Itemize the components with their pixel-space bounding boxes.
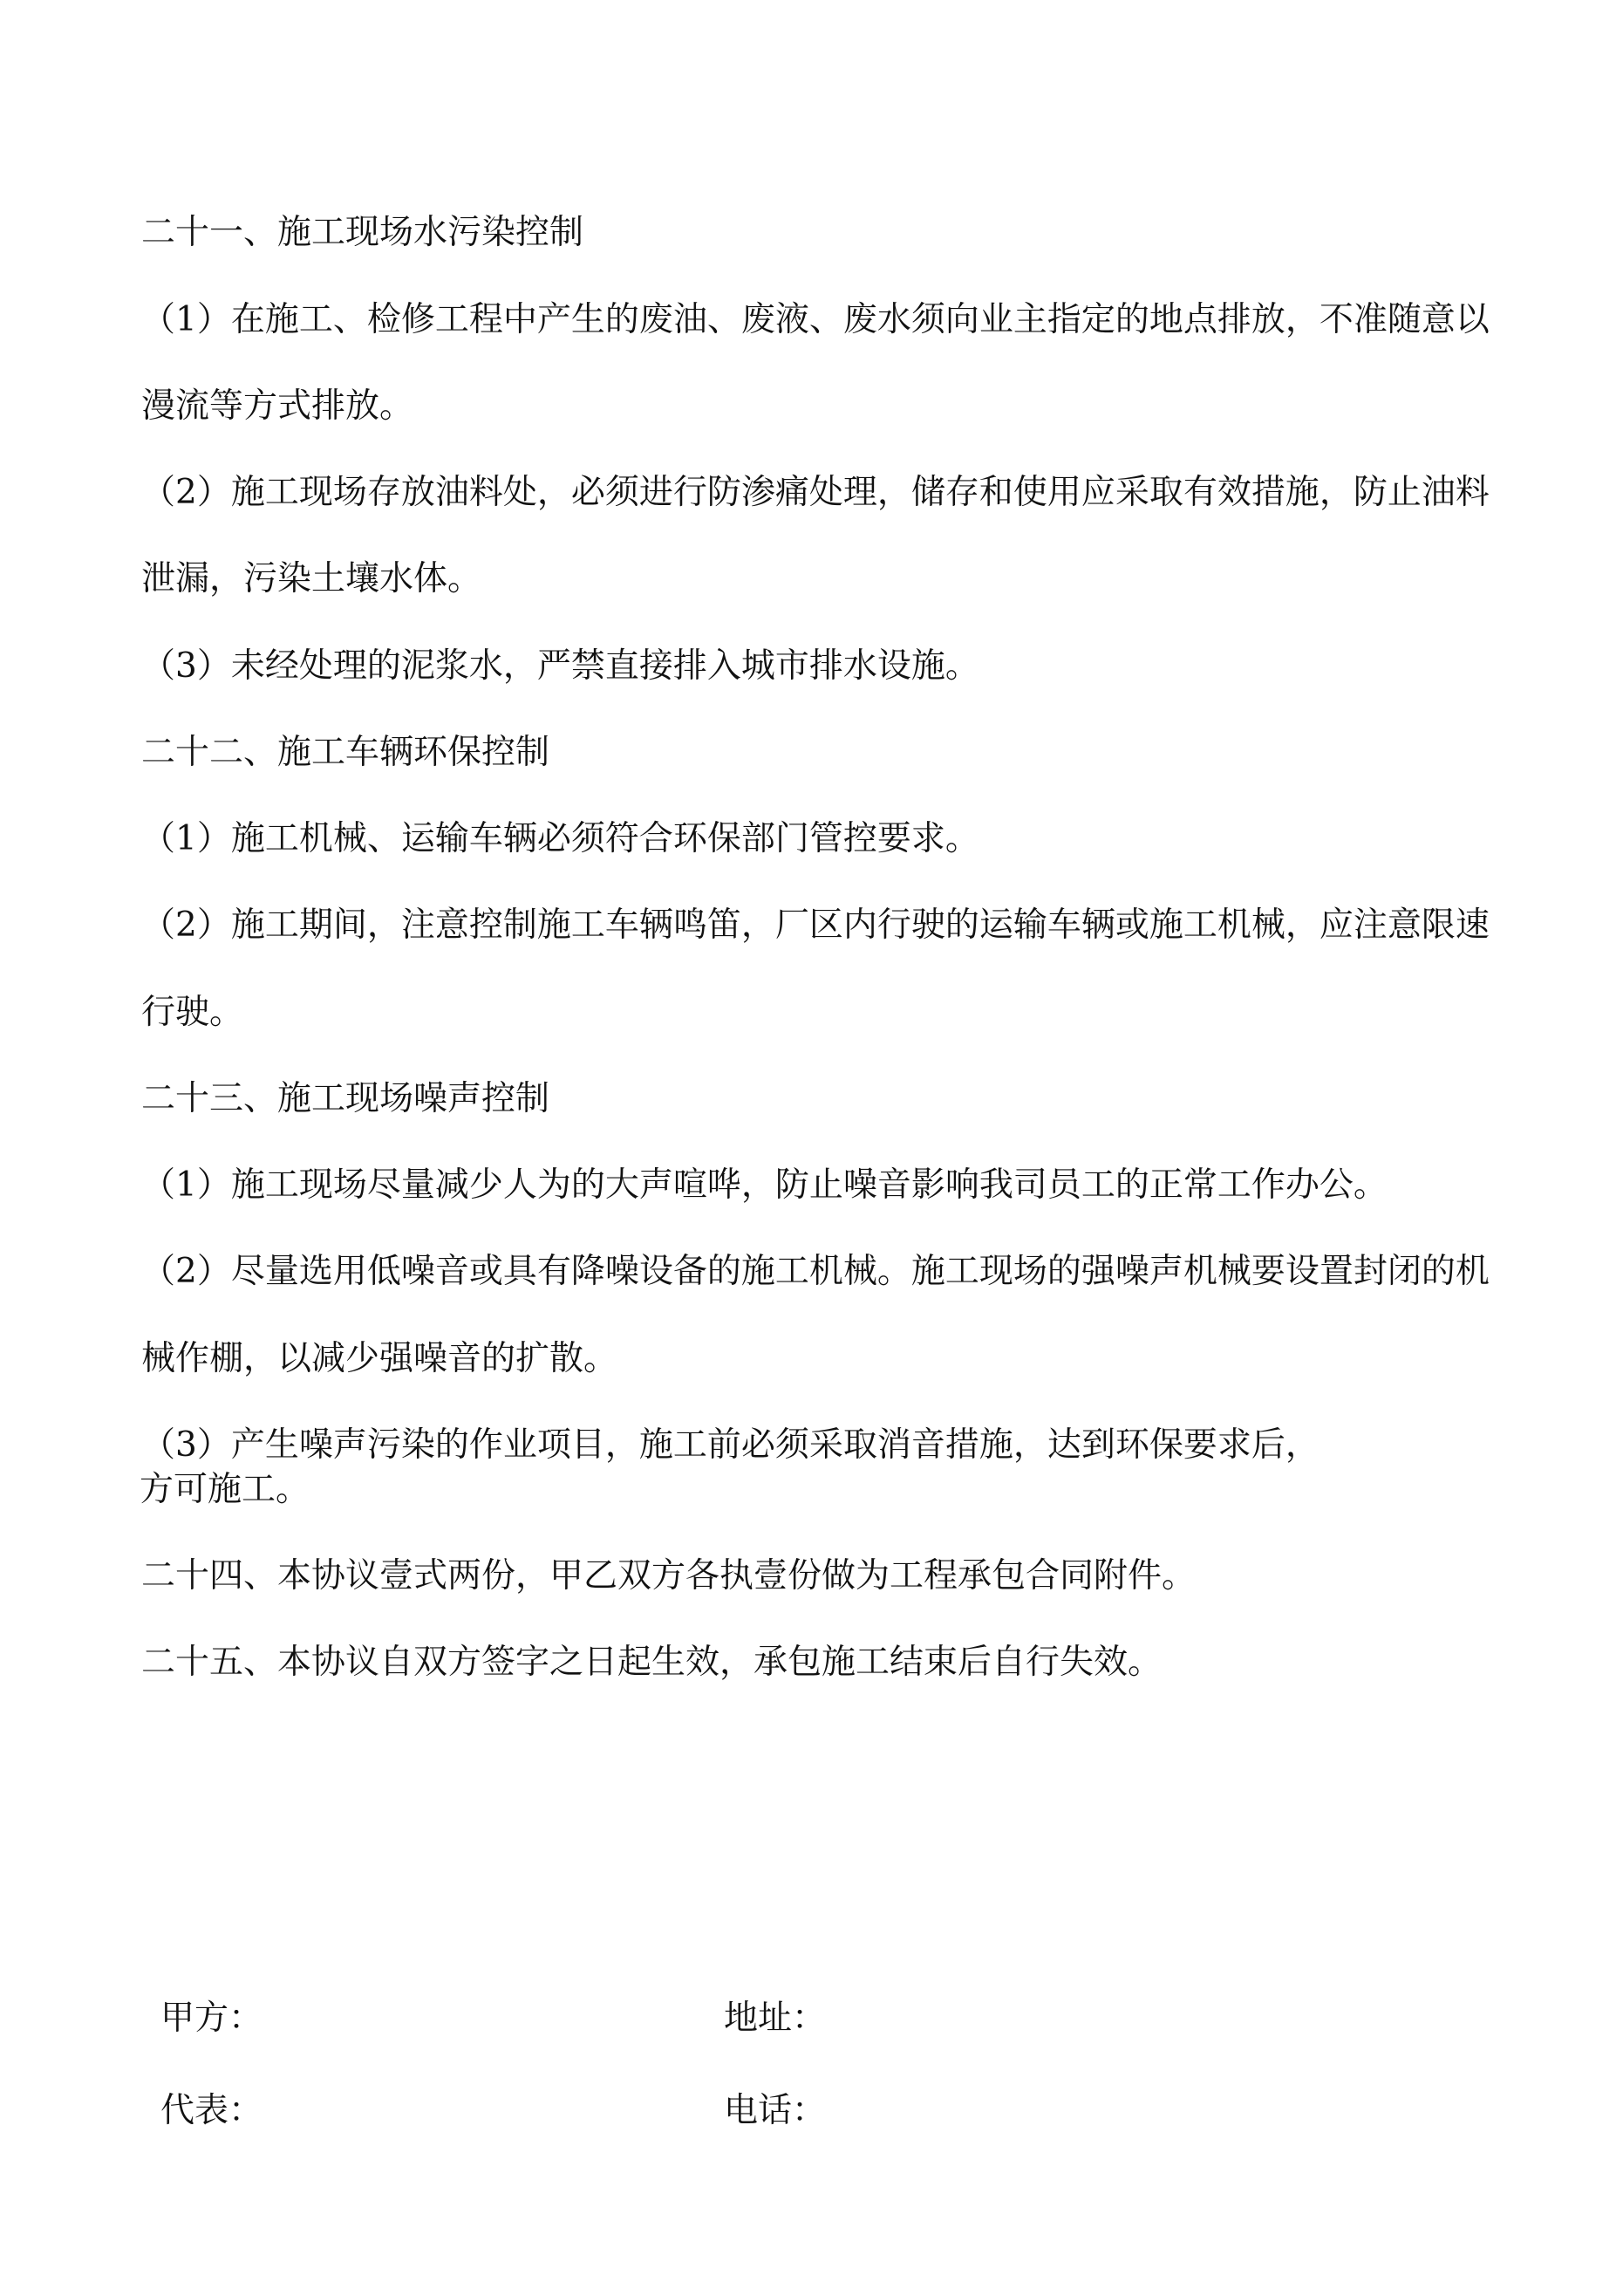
section-23-item-3-line-1: （3）产生噪声污染的作业项目，施工前必须采取消音措施，达到环保要求后，	[141, 1425, 1320, 1465]
section-23-item-2-line-2: 械作棚，以减少强噪音的扩散。	[141, 1339, 618, 1378]
section-23-item-2-line-1: （2）尽量选用低噪音或具有降噪设备的施工机械。施工现场的强噪声机械要设置封闭的机	[141, 1252, 1490, 1291]
section-23-heading: 二十三、施工现场噪声控制	[141, 1079, 550, 1118]
section-21-heading: 二十一、施工现场水污染控制	[141, 213, 584, 252]
section-22-item-1: （1）施工机械、运输车辆必须符合环保部门管控要求。	[141, 819, 979, 858]
section-22-heading: 二十二、施工车辆环保控制	[141, 733, 550, 772]
address-label: 地址：	[724, 1999, 827, 2038]
section-25: 二十五、本协议自双方签字之日起生效，承包施工结束后自行失效。	[141, 1643, 1163, 1682]
section-21-item-2-line-2: 泄漏，污染土壤水体。	[141, 559, 482, 598]
section-21-item-2-line-1: （2）施工现场存放油料处，必须进行防渗痛处理，储存和使用应采取有效措施，防止油料	[141, 473, 1490, 512]
section-22-item-2-line-2: 行驶。	[141, 993, 244, 1032]
section-24: 二十四、本协议壹式两份，甲乙双方各执壹份做为工程承包合同附件。	[141, 1556, 1197, 1596]
section-21-item-3: （3）未经处理的泥浆水，严禁直接排入城市排水设施。	[141, 646, 979, 686]
section-21-item-1-line-1: （1）在施工、检修工程中产生的废油、废液、废水须向业主指定的地点排放，不准随意以	[141, 300, 1490, 339]
section-21-item-1-line-2: 漫流等方式排放。	[141, 386, 414, 426]
representative-label: 代表：	[160, 2091, 263, 2130]
section-22-item-2-line-1: （2）施工期间，注意控制施工车辆鸣笛，厂区内行驶的运输车辆或施工机械，应注意限速	[141, 905, 1490, 945]
section-23-item-1: （1）施工现场尽量减少人为的大声喧哗，防止噪音影响我司员工的正常工作办公。	[141, 1165, 1388, 1205]
phone-label: 电话：	[724, 2091, 827, 2130]
section-23-item-3-line-2: 方可施工。	[140, 1470, 310, 1509]
party-a-label: 甲方：	[160, 1999, 263, 2038]
